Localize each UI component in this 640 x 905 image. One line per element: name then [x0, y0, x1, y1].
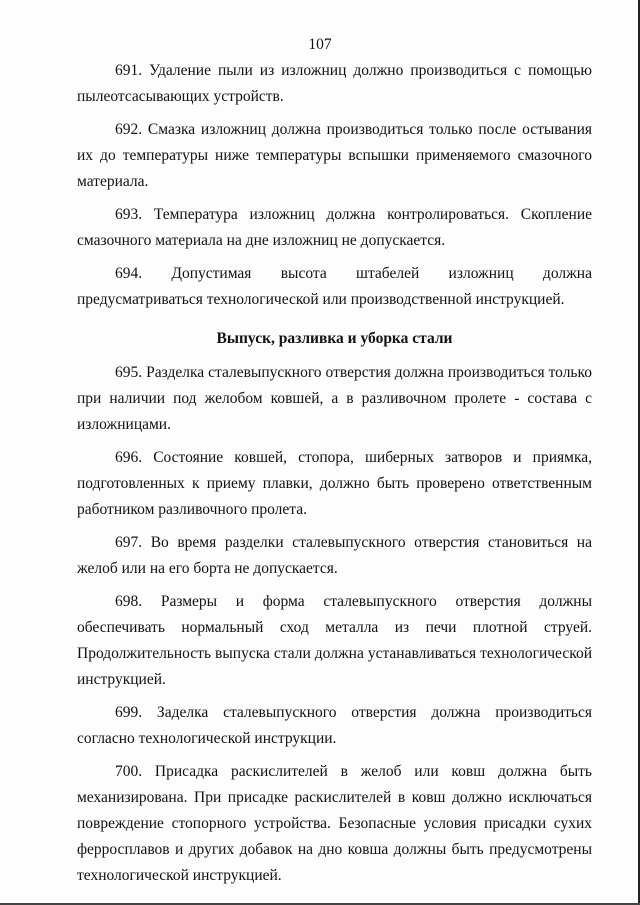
paragraph-699: 699. Заделка сталевыпускного отверстия должна производиться согласно технологической инструкции. — [77, 704, 592, 747]
paragraph-692: 692. Смазка изложниц должна производиться только после остывания их до температуры ниже температуры вспышки применяемого смазочного материала. — [77, 121, 592, 190]
paragraph-693: 693. Температура изложниц должна контролироваться. Скопление смазочного материала на дне изложниц не допускается. — [77, 206, 592, 249]
paragraph-697: 697. Во время разделки сталевыпускного отверстия становиться на желоб или на его борта не допускается. — [77, 534, 592, 577]
paragraph-695: 695. Разделка сталевыпускного отверстия должна производиться только при наличии под желобом ковшей, а в разливочном пролете - состава с изложницами. — [77, 364, 592, 433]
section-heading: Выпуск, разливка и уборка стали — [216, 330, 453, 347]
paragraph-700: 700. Присадка раскислителей в желоб или ковш должна быть механизирована. При присадке раскислителей в ковш должно исключаться повреждение стопорного устройства. Безопасные условия присадки сухих ферросплавов и других добавок на дно ковша должны быть предусмотрены технологической инструкцией. — [77, 763, 592, 884]
paragraph-691: 691. Удаление пыли из изложниц должно производиться с помощью пылеотсасывающих устройств. — [77, 62, 592, 105]
page-number: 107 — [308, 36, 332, 53]
document-body — [77, 58, 592, 896]
paragraph-696: 696. Состояние ковшей, стопора, шиберных затворов и приямка, подготовленных к приему плавки, должно быть проверено ответственным работником разливочного пролета. — [77, 449, 592, 518]
paragraph-698: 698. Размеры и форма сталевыпускного отверстия должны обеспечивать нормальный сход металла из печи плотной струей. Продолжительность выпуска стали должна устанавливаться технологической инструкцией. — [77, 593, 592, 688]
paragraph-694: 694. Допустимая высота штабелей изложниц должна предусматриваться технологической или производственной инструкцией. — [77, 265, 592, 308]
